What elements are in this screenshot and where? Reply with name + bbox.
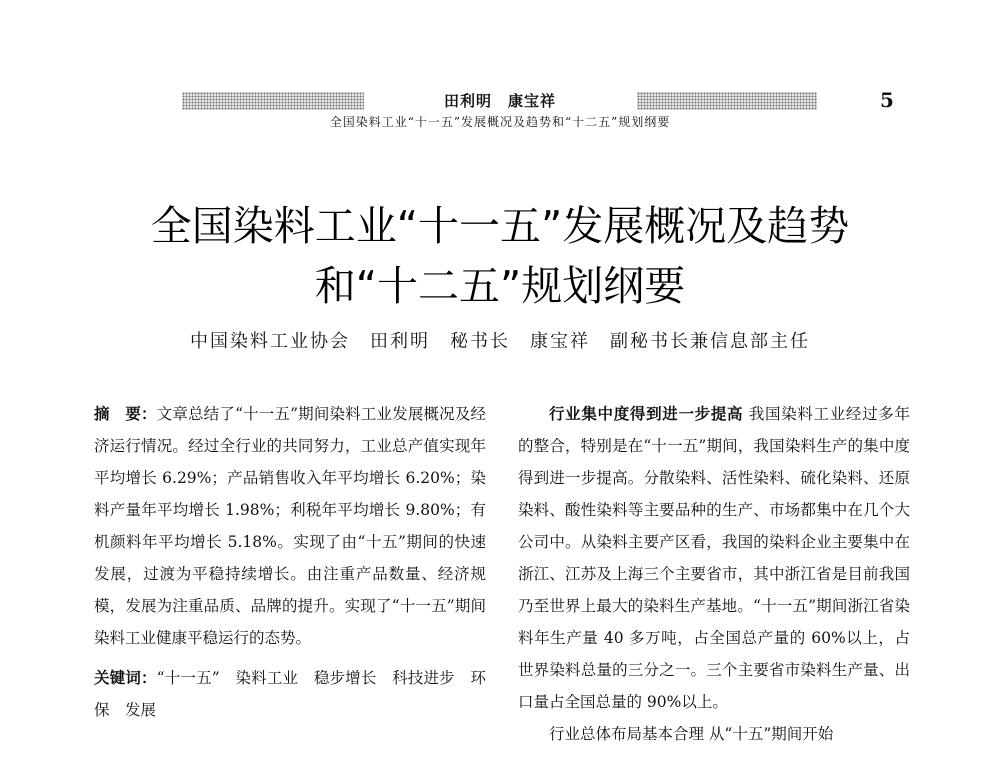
left-column (94, 398, 486, 726)
abstract (94, 398, 486, 654)
section-heading: 行业集中度得到进一步提高 (549, 404, 744, 423)
abstract-label: 摘 要： (94, 404, 157, 423)
body-paragraph-2-partial: 行业总体布局基本合理 从“十五”期间开始 (549, 725, 834, 743)
keywords (94, 662, 486, 726)
article-title (0, 196, 1000, 316)
keywords-label: 关键词： (94, 668, 157, 687)
title-line-1: 全国染料工业“十一五”发展概况及趋势 (150, 202, 850, 250)
body-paragraph-1 (518, 398, 910, 718)
keywords-text: “十一五” 染料工业 稳步增长 科技进步 环保 发展 (94, 669, 486, 719)
title-line-2: 和“十二五”规划纲要 (314, 262, 686, 310)
running-header-authors: 田利明 康宝祥 (443, 92, 556, 110)
paragraph-1-text: 我国染料工业经过多年的整合，特别是在“十一五”期间，我国染料生产的集中度得到进一步提高。分散染料、活性染料、硫化染料、还原染料、酸性染料等主要品种的生产、市场都集中在几个大公司中。从染料主要产区看，我国的染料企业主要集中在浙江、江苏及上海三个主要省市，其中浙江省是目前我国乃至世界上最大的染料生产基地。“十一五”期间浙江省染料年生产量 40 多万吨，占全国总产量的 60%以上，占世界染料总量的三分之一。三个主要省市染料生产量、出口量占全国总量的 90%以上。 (518, 405, 910, 711)
page-number: 5 (880, 88, 894, 112)
author-affiliation-line: 中国染料工业协会 田利明 秘书长 康宝祥 副秘书长兼信息部主任 (190, 331, 810, 352)
running-header-title: 全国染料工业“十一五”发展概况及趋势和“十二五”规划纲要 (329, 115, 671, 129)
right-column (518, 398, 910, 743)
abstract-text: 文章总结了“十一五”期间染料工业发展概况及经济运行情况。经过全行业的共同努力，工业总产值实现年平均增长 6.29%；产品销售收入年平均增长 6.20%；染料产量年平均增长 1.98%；利税年平均增长 9.80%；有机颜料年平均增长 5.18%。实现了由“十五”期间的快速发展，过渡为平稳持续增长。由注重产品数量、经济规模，发展为注重品质、品牌的提升。实现了“十一五”期间染料工业健康平稳运行的态势。 (94, 405, 486, 647)
